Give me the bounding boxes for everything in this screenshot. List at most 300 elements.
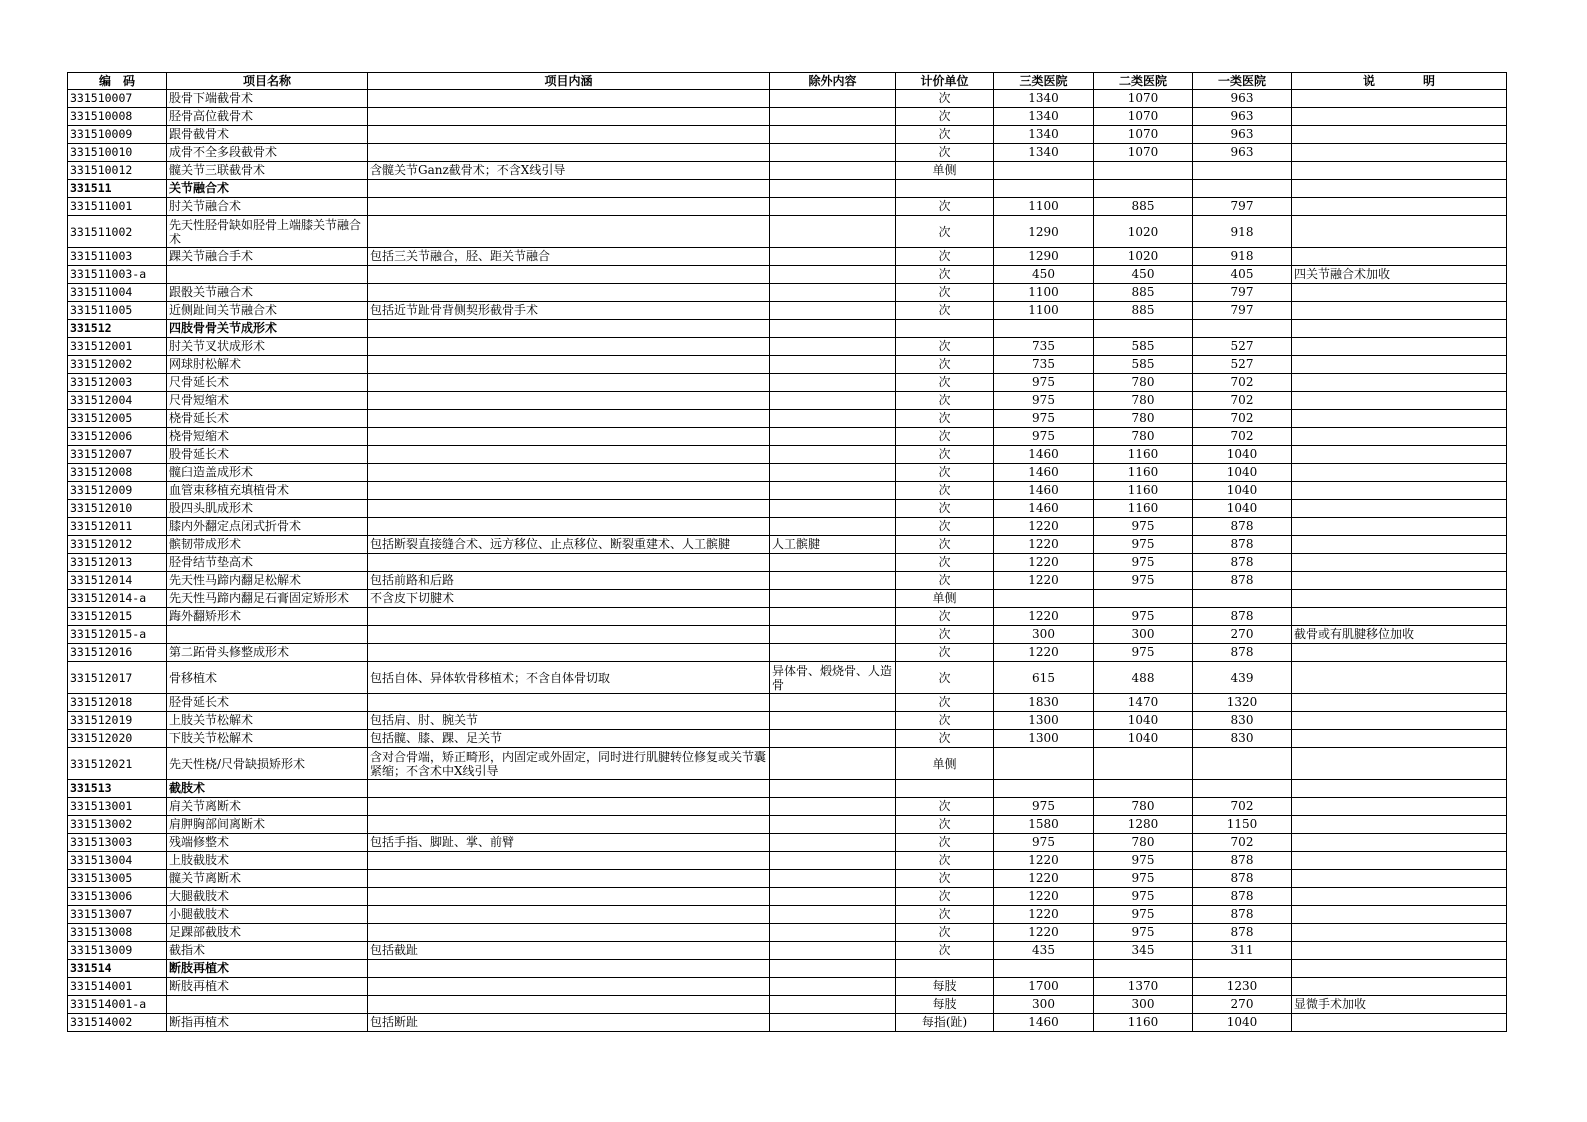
cell-name: 成骨不全多段截骨术 bbox=[167, 144, 368, 162]
cell-content bbox=[368, 126, 770, 144]
cell-name: 桡骨短缩术 bbox=[167, 428, 368, 446]
table-row bbox=[68, 126, 1507, 144]
cell-class3-price: 1220 bbox=[994, 608, 1094, 626]
cell-class1-price: 963 bbox=[1193, 144, 1292, 162]
cell-class2-price: 1280 bbox=[1094, 816, 1193, 834]
cell-note bbox=[1292, 338, 1507, 356]
cell-exclusion bbox=[770, 392, 896, 410]
cell-class2-price: 885 bbox=[1094, 284, 1193, 302]
cell-class2-price bbox=[1094, 590, 1193, 608]
cell-code: 331514001-a bbox=[68, 996, 167, 1014]
cell-name: 跟骨截骨术 bbox=[167, 126, 368, 144]
cell-class3-price: 975 bbox=[994, 798, 1094, 816]
cell-note bbox=[1292, 748, 1507, 780]
cell-content bbox=[368, 888, 770, 906]
cell-content bbox=[368, 960, 770, 978]
cell-class3-price: 1100 bbox=[994, 302, 1094, 320]
cell-content bbox=[368, 392, 770, 410]
cell-class1-price: 878 bbox=[1193, 852, 1292, 870]
cell-class3-price bbox=[994, 748, 1094, 780]
cell-class3-price: 1460 bbox=[994, 482, 1094, 500]
cell-class3-price: 975 bbox=[994, 428, 1094, 446]
cell-content bbox=[368, 320, 770, 338]
cell-code: 331513002 bbox=[68, 816, 167, 834]
cell-note: 显微手术加收 bbox=[1292, 996, 1507, 1014]
cell-class3-price: 1220 bbox=[994, 870, 1094, 888]
cell-class3-price: 300 bbox=[994, 996, 1094, 1014]
cell-note bbox=[1292, 554, 1507, 572]
cell-note bbox=[1292, 590, 1507, 608]
cell-class2-price: 975 bbox=[1094, 536, 1193, 554]
cell-class3-price bbox=[994, 180, 1094, 198]
cell-unit: 次 bbox=[896, 518, 994, 536]
table-row bbox=[68, 662, 1507, 694]
cell-class3-price: 435 bbox=[994, 942, 1094, 960]
cell-class2-price: 780 bbox=[1094, 410, 1193, 428]
cell-class2-price: 1040 bbox=[1094, 730, 1193, 748]
cell-name: 大腿截肢术 bbox=[167, 888, 368, 906]
cell-class2-price: 1070 bbox=[1094, 144, 1193, 162]
cell-class2-price: 780 bbox=[1094, 392, 1193, 410]
cell-note bbox=[1292, 162, 1507, 180]
cell-note bbox=[1292, 906, 1507, 924]
cell-class3-price: 1340 bbox=[994, 108, 1094, 126]
cell-name: 胫骨高位截骨术 bbox=[167, 108, 368, 126]
cell-note bbox=[1292, 518, 1507, 536]
cell-exclusion bbox=[770, 216, 896, 248]
cell-class2-price: 1070 bbox=[1094, 126, 1193, 144]
cell-code: 331510010 bbox=[68, 144, 167, 162]
header-code: 编 码 bbox=[68, 73, 167, 90]
cell-exclusion bbox=[770, 798, 896, 816]
cell-exclusion bbox=[770, 428, 896, 446]
cell-code: 331513001 bbox=[68, 798, 167, 816]
cell-class1-price bbox=[1193, 162, 1292, 180]
cell-class3-price: 1290 bbox=[994, 248, 1094, 266]
cell-exclusion: 异体骨、煅烧骨、人造骨 bbox=[770, 662, 896, 694]
cell-exclusion bbox=[770, 816, 896, 834]
cell-content bbox=[368, 780, 770, 798]
cell-unit: 次 bbox=[896, 572, 994, 590]
cell-code: 331510009 bbox=[68, 126, 167, 144]
cell-note bbox=[1292, 816, 1507, 834]
cell-content: 包括三关节融合，胫、距关节融合 bbox=[368, 248, 770, 266]
cell-exclusion bbox=[770, 590, 896, 608]
cell-class2-price bbox=[1094, 320, 1193, 338]
cell-content: 包括肩、肘、腕关节 bbox=[368, 712, 770, 730]
cell-class2-price: 780 bbox=[1094, 428, 1193, 446]
cell-exclusion bbox=[770, 320, 896, 338]
cell-note bbox=[1292, 712, 1507, 730]
cell-class1-price: 878 bbox=[1193, 906, 1292, 924]
cell-code: 331512013 bbox=[68, 554, 167, 572]
cell-unit: 次 bbox=[896, 428, 994, 446]
header-class1: 一类医院 bbox=[1193, 73, 1292, 90]
cell-class3-price: 1460 bbox=[994, 446, 1094, 464]
cell-content bbox=[368, 108, 770, 126]
cell-class1-price: 702 bbox=[1193, 410, 1292, 428]
cell-code: 331512007 bbox=[68, 446, 167, 464]
cell-unit: 每指(趾) bbox=[896, 1014, 994, 1032]
cell-class3-price: 975 bbox=[994, 392, 1094, 410]
cell-content: 含对合骨端，矫正畸形，内固定或外固定，同时进行肌腱转位修复或关节囊紧缩；不含术中X线引导 bbox=[368, 748, 770, 780]
cell-unit bbox=[896, 320, 994, 338]
cell-code: 331511003 bbox=[68, 248, 167, 266]
cell-name: 四肢骨骨关节成形术 bbox=[167, 320, 368, 338]
table-row bbox=[68, 626, 1507, 644]
cell-note: 截骨或有肌腱移位加收 bbox=[1292, 626, 1507, 644]
table-row bbox=[68, 978, 1507, 996]
cell-name: 膝内外翻定点闭式折骨术 bbox=[167, 518, 368, 536]
cell-content: 包括断裂直接缝合术、远方移位、止点移位、断裂重建术、人工髌腱 bbox=[368, 536, 770, 554]
header-name: 项目名称 bbox=[167, 73, 368, 90]
table-row bbox=[68, 942, 1507, 960]
cell-name: 上肢截肢术 bbox=[167, 852, 368, 870]
cell-class2-price: 780 bbox=[1094, 834, 1193, 852]
cell-class3-price bbox=[994, 780, 1094, 798]
table-row bbox=[68, 608, 1507, 626]
cell-unit: 次 bbox=[896, 626, 994, 644]
cell-content: 包括截趾 bbox=[368, 942, 770, 960]
cell-class1-price: 439 bbox=[1193, 662, 1292, 694]
table-row bbox=[68, 338, 1507, 356]
cell-class2-price: 975 bbox=[1094, 870, 1193, 888]
cell-class2-price: 1160 bbox=[1094, 500, 1193, 518]
cell-class1-price: 1040 bbox=[1193, 482, 1292, 500]
cell-name: 先天性马蹄内翻足石膏固定矫形术 bbox=[167, 590, 368, 608]
cell-content bbox=[368, 180, 770, 198]
cell-name bbox=[167, 266, 368, 284]
cell-class1-price: 963 bbox=[1193, 126, 1292, 144]
cell-class3-price: 1340 bbox=[994, 126, 1094, 144]
cell-code: 331513005 bbox=[68, 870, 167, 888]
cell-note bbox=[1292, 248, 1507, 266]
cell-code: 331513004 bbox=[68, 852, 167, 870]
cell-unit: 次 bbox=[896, 356, 994, 374]
cell-unit: 次 bbox=[896, 108, 994, 126]
cell-unit: 次 bbox=[896, 248, 994, 266]
cell-class1-price: 878 bbox=[1193, 572, 1292, 590]
cell-name: 尺骨短缩术 bbox=[167, 392, 368, 410]
cell-name: 胫骨延长术 bbox=[167, 694, 368, 712]
cell-code: 331510012 bbox=[68, 162, 167, 180]
cell-class1-price: 918 bbox=[1193, 248, 1292, 266]
cell-code: 331512018 bbox=[68, 694, 167, 712]
cell-code: 331512008 bbox=[68, 464, 167, 482]
cell-code: 331510008 bbox=[68, 108, 167, 126]
cell-exclusion bbox=[770, 374, 896, 392]
cell-class2-price: 1020 bbox=[1094, 216, 1193, 248]
cell-exclusion bbox=[770, 302, 896, 320]
cell-class1-price: 830 bbox=[1193, 712, 1292, 730]
cell-class2-price: 1160 bbox=[1094, 464, 1193, 482]
cell-name: 足踝部截肢术 bbox=[167, 924, 368, 942]
cell-unit: 次 bbox=[896, 126, 994, 144]
cell-unit: 次 bbox=[896, 906, 994, 924]
cell-name: 胫骨结节垫高术 bbox=[167, 554, 368, 572]
cell-content bbox=[368, 216, 770, 248]
table-row bbox=[68, 410, 1507, 428]
cell-name: 肩胛胸部间离断术 bbox=[167, 816, 368, 834]
cell-exclusion bbox=[770, 852, 896, 870]
cell-unit: 单侧 bbox=[896, 590, 994, 608]
cell-class3-price: 975 bbox=[994, 410, 1094, 428]
cell-class1-price: 963 bbox=[1193, 90, 1292, 108]
cell-name: 下肢关节松解术 bbox=[167, 730, 368, 748]
table-row bbox=[68, 834, 1507, 852]
table-row bbox=[68, 108, 1507, 126]
cell-class1-price: 878 bbox=[1193, 518, 1292, 536]
cell-content: 包括手指、脚趾、掌、前臂 bbox=[368, 834, 770, 852]
cell-class1-price: 1150 bbox=[1193, 816, 1292, 834]
cell-unit: 次 bbox=[896, 410, 994, 428]
cell-code: 331511 bbox=[68, 180, 167, 198]
cell-unit bbox=[896, 780, 994, 798]
cell-note bbox=[1292, 888, 1507, 906]
table-row bbox=[68, 392, 1507, 410]
cell-class1-price: 702 bbox=[1193, 428, 1292, 446]
cell-class3-price: 1220 bbox=[994, 554, 1094, 572]
table-row bbox=[68, 248, 1507, 266]
table-row bbox=[68, 518, 1507, 536]
cell-unit: 次 bbox=[896, 816, 994, 834]
cell-unit: 次 bbox=[896, 144, 994, 162]
header-unit: 计价单位 bbox=[896, 73, 994, 90]
cell-exclusion bbox=[770, 126, 896, 144]
cell-content bbox=[368, 852, 770, 870]
cell-note bbox=[1292, 180, 1507, 198]
cell-note bbox=[1292, 780, 1507, 798]
section-row bbox=[68, 180, 1507, 198]
cell-exclusion bbox=[770, 90, 896, 108]
cell-class2-price: 1070 bbox=[1094, 90, 1193, 108]
cell-content bbox=[368, 518, 770, 536]
cell-name: 尺骨延长术 bbox=[167, 374, 368, 392]
cell-note bbox=[1292, 798, 1507, 816]
cell-content bbox=[368, 978, 770, 996]
cell-class1-price: 830 bbox=[1193, 730, 1292, 748]
cell-code: 331512020 bbox=[68, 730, 167, 748]
table-row bbox=[68, 644, 1507, 662]
cell-class2-price bbox=[1094, 162, 1193, 180]
cell-class3-price: 1340 bbox=[994, 144, 1094, 162]
cell-note bbox=[1292, 410, 1507, 428]
cell-unit bbox=[896, 960, 994, 978]
cell-note bbox=[1292, 320, 1507, 338]
cell-class1-price: 878 bbox=[1193, 870, 1292, 888]
cell-exclusion bbox=[770, 338, 896, 356]
cell-code: 331512014 bbox=[68, 572, 167, 590]
table-row bbox=[68, 284, 1507, 302]
cell-name bbox=[167, 996, 368, 1014]
cell-class2-price: 300 bbox=[1094, 626, 1193, 644]
cell-class1-price: 527 bbox=[1193, 356, 1292, 374]
cell-class3-price: 1220 bbox=[994, 888, 1094, 906]
cell-note bbox=[1292, 662, 1507, 694]
cell-code: 331512 bbox=[68, 320, 167, 338]
cell-name: 肩关节离断术 bbox=[167, 798, 368, 816]
cell-class2-price: 975 bbox=[1094, 644, 1193, 662]
cell-class2-price: 975 bbox=[1094, 608, 1193, 626]
cell-class2-price: 975 bbox=[1094, 518, 1193, 536]
cell-note: 四关节融合术加收 bbox=[1292, 266, 1507, 284]
cell-exclusion bbox=[770, 1014, 896, 1032]
table-row bbox=[68, 144, 1507, 162]
table-row bbox=[68, 572, 1507, 590]
cell-content bbox=[368, 356, 770, 374]
cell-code: 331510007 bbox=[68, 90, 167, 108]
cell-unit: 次 bbox=[896, 870, 994, 888]
cell-exclusion bbox=[770, 108, 896, 126]
cell-code: 331512012 bbox=[68, 536, 167, 554]
cell-exclusion bbox=[770, 144, 896, 162]
cell-class3-price: 615 bbox=[994, 662, 1094, 694]
cell-unit: 次 bbox=[896, 198, 994, 216]
cell-note bbox=[1292, 608, 1507, 626]
cell-class2-price: 1020 bbox=[1094, 248, 1193, 266]
cell-exclusion bbox=[770, 266, 896, 284]
cell-name: 跟骰关节融合术 bbox=[167, 284, 368, 302]
table-row bbox=[68, 924, 1507, 942]
cell-name: 髌韧带成形术 bbox=[167, 536, 368, 554]
cell-content: 包括近节趾骨背侧契形截骨手术 bbox=[368, 302, 770, 320]
cell-class2-price bbox=[1094, 180, 1193, 198]
cell-class1-price bbox=[1193, 590, 1292, 608]
table-row bbox=[68, 428, 1507, 446]
cell-class1-price: 797 bbox=[1193, 198, 1292, 216]
cell-note bbox=[1292, 834, 1507, 852]
header-exclusion: 除外内容 bbox=[770, 73, 896, 90]
cell-code: 331511002 bbox=[68, 216, 167, 248]
cell-unit: 次 bbox=[896, 798, 994, 816]
table-row bbox=[68, 1014, 1507, 1032]
cell-unit: 次 bbox=[896, 644, 994, 662]
cell-exclusion bbox=[770, 284, 896, 302]
cell-class3-price: 1290 bbox=[994, 216, 1094, 248]
cell-exclusion bbox=[770, 644, 896, 662]
cell-code: 331512011 bbox=[68, 518, 167, 536]
cell-class2-price: 885 bbox=[1094, 302, 1193, 320]
cell-name: 先天性桡/尺骨缺损矫形术 bbox=[167, 748, 368, 780]
cell-name: 截肢术 bbox=[167, 780, 368, 798]
cell-class2-price: 1160 bbox=[1094, 446, 1193, 464]
cell-class3-price: 450 bbox=[994, 266, 1094, 284]
cell-code: 331512005 bbox=[68, 410, 167, 428]
cell-exclusion bbox=[770, 410, 896, 428]
cell-note bbox=[1292, 108, 1507, 126]
cell-exclusion bbox=[770, 924, 896, 942]
cell-name: 髋关节离断术 bbox=[167, 870, 368, 888]
cell-unit: 次 bbox=[896, 464, 994, 482]
cell-content bbox=[368, 816, 770, 834]
cell-note bbox=[1292, 978, 1507, 996]
cell-content bbox=[368, 482, 770, 500]
cell-class1-price: 1040 bbox=[1193, 446, 1292, 464]
cell-exclusion: 人工髌腱 bbox=[770, 536, 896, 554]
cell-class1-price: 918 bbox=[1193, 216, 1292, 248]
cell-class2-price bbox=[1094, 780, 1193, 798]
cell-class3-price: 975 bbox=[994, 834, 1094, 852]
table-row bbox=[68, 482, 1507, 500]
cell-class1-price bbox=[1193, 960, 1292, 978]
cell-content bbox=[368, 266, 770, 284]
cell-code: 331512009 bbox=[68, 482, 167, 500]
cell-class2-price: 975 bbox=[1094, 554, 1193, 572]
cell-class1-price bbox=[1193, 780, 1292, 798]
cell-unit: 次 bbox=[896, 338, 994, 356]
cell-exclusion bbox=[770, 888, 896, 906]
cell-exclusion bbox=[770, 500, 896, 518]
cell-class3-price: 1220 bbox=[994, 572, 1094, 590]
cell-note bbox=[1292, 852, 1507, 870]
cell-note bbox=[1292, 644, 1507, 662]
cell-exclusion bbox=[770, 518, 896, 536]
cell-name: 踇外翻矫形术 bbox=[167, 608, 368, 626]
cell-exclusion bbox=[770, 554, 896, 572]
cell-class1-price: 878 bbox=[1193, 554, 1292, 572]
cell-name: 上肢关节松解术 bbox=[167, 712, 368, 730]
table-row bbox=[68, 996, 1507, 1014]
cell-class3-price: 1340 bbox=[994, 90, 1094, 108]
cell-unit: 次 bbox=[896, 374, 994, 392]
cell-class1-price: 1230 bbox=[1193, 978, 1292, 996]
cell-class3-price: 1220 bbox=[994, 518, 1094, 536]
cell-exclusion bbox=[770, 834, 896, 852]
cell-code: 331512003 bbox=[68, 374, 167, 392]
cell-note bbox=[1292, 464, 1507, 482]
table-body bbox=[68, 90, 1507, 1032]
cell-class3-price: 1300 bbox=[994, 712, 1094, 730]
cell-class2-price: 488 bbox=[1094, 662, 1193, 694]
cell-note bbox=[1292, 942, 1507, 960]
cell-code: 331513007 bbox=[68, 906, 167, 924]
cell-unit: 次 bbox=[896, 284, 994, 302]
cell-name: 第二跖骨头修整成形术 bbox=[167, 644, 368, 662]
cell-name: 肘关节叉状成形术 bbox=[167, 338, 368, 356]
cell-exclusion bbox=[770, 906, 896, 924]
cell-class1-price: 702 bbox=[1193, 798, 1292, 816]
cell-unit: 次 bbox=[896, 662, 994, 694]
cell-name: 髋关节三联截骨术 bbox=[167, 162, 368, 180]
cell-class2-price: 975 bbox=[1094, 924, 1193, 942]
cell-content bbox=[368, 338, 770, 356]
cell-class1-price: 797 bbox=[1193, 302, 1292, 320]
cell-class1-price: 878 bbox=[1193, 608, 1292, 626]
cell-exclusion bbox=[770, 446, 896, 464]
section-row bbox=[68, 780, 1507, 798]
cell-code: 331514002 bbox=[68, 1014, 167, 1032]
cell-exclusion bbox=[770, 464, 896, 482]
table-row bbox=[68, 730, 1507, 748]
table-row bbox=[68, 712, 1507, 730]
cell-content bbox=[368, 996, 770, 1014]
cell-exclusion bbox=[770, 694, 896, 712]
cell-class2-price: 1370 bbox=[1094, 978, 1193, 996]
cell-code: 331512021 bbox=[68, 748, 167, 780]
cell-code: 331512015-a bbox=[68, 626, 167, 644]
cell-unit: 次 bbox=[896, 730, 994, 748]
cell-exclusion bbox=[770, 942, 896, 960]
cell-name: 近侧趾间关节融合术 bbox=[167, 302, 368, 320]
cell-class2-price: 780 bbox=[1094, 374, 1193, 392]
cell-class1-price bbox=[1193, 320, 1292, 338]
cell-unit: 次 bbox=[896, 888, 994, 906]
cell-class3-price: 735 bbox=[994, 338, 1094, 356]
cell-name: 桡骨延长术 bbox=[167, 410, 368, 428]
cell-content bbox=[368, 144, 770, 162]
cell-exclusion bbox=[770, 996, 896, 1014]
table-row bbox=[68, 798, 1507, 816]
